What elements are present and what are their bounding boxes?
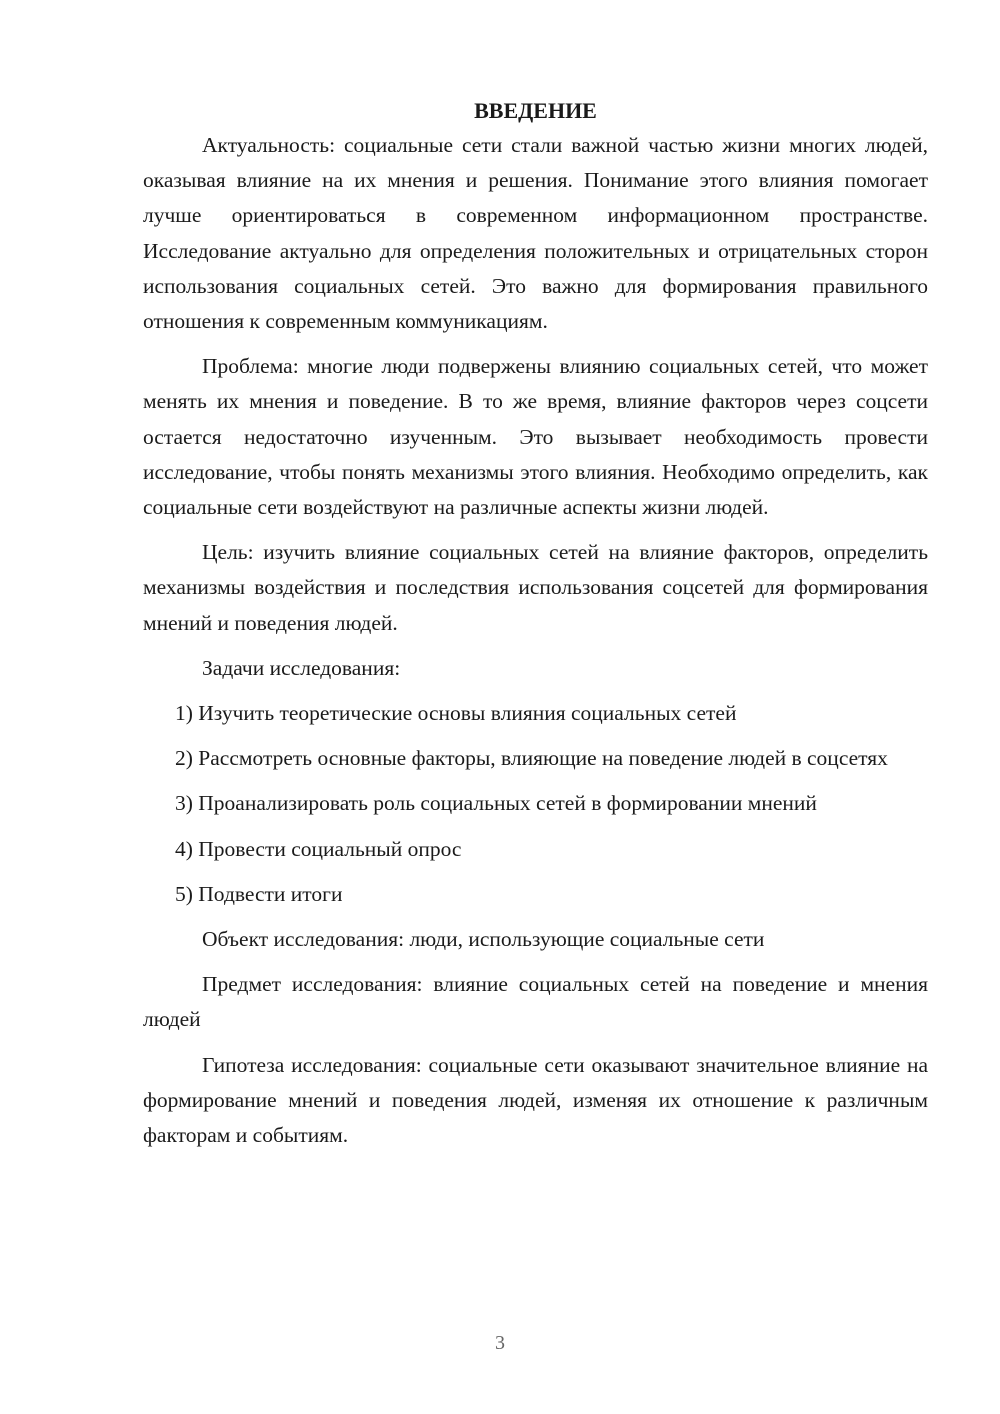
tasks-heading: Задачи исследования: xyxy=(202,655,401,680)
subject-paragraph: Предмет исследования: влияние социальных сетей на поведение и мнения людей xyxy=(143,972,928,1032)
relevance-paragraph: Актуальность: социальные сети стали важной частью жизни многих людей, оказывая влияние на их мнения и решения. Понимание этого влияния помогает лучше ориентироваться в современном информационном пространстве. Исследование актуально для определения положительных и отрицательных сторон использования социальных сетей. Это важно для формирования правильного отношения к современным коммуникациям. xyxy=(143,133,928,334)
problem-paragraph: Проблема: многие люди подвержены влиянию социальных сетей, что может менять их мнения и поведение. В то же время, влияние факторов через соцсети остается недостаточно изученным. Это вызывает необходимость провести исследование, чтобы понять механизмы этого влияния. Необходимо определить, как социальные сети воздействуют на различные аспекты жизни людей. xyxy=(143,354,928,520)
document-page xyxy=(143,93,928,1153)
list-item: 5) Подвести итоги xyxy=(175,881,343,906)
object-paragraph: Объект исследования: люди, использующие социальные сети xyxy=(202,927,765,952)
section-title: ВВЕДЕНИЕ xyxy=(474,98,597,123)
goal-paragraph: Цель: изучить влияние социальных сетей на влияние факторов, определить механизмы воздействия и последствия использования соцсетей для формирования мнений и поведения людей. xyxy=(143,540,928,635)
list-item: 1) Изучить теоретические основы влияния социальных сетей xyxy=(175,701,737,726)
hypothesis-paragraph: Гипотеза исследования: социальные сети оказывают значительное влияние на формирование мнений и поведения людей, изменяя их отношение к различным факторам и событиям. xyxy=(143,1052,928,1148)
list-item: 3) Проанализировать роль социальных сетей в формировании мнений xyxy=(175,791,817,816)
page-number: 3 xyxy=(495,1332,505,1354)
list-item: 2) Рассмотреть основные факторы, влияющие на поведение людей в соцсетях xyxy=(175,746,888,771)
list-item: 4) Провести социальный опрос xyxy=(175,836,462,861)
